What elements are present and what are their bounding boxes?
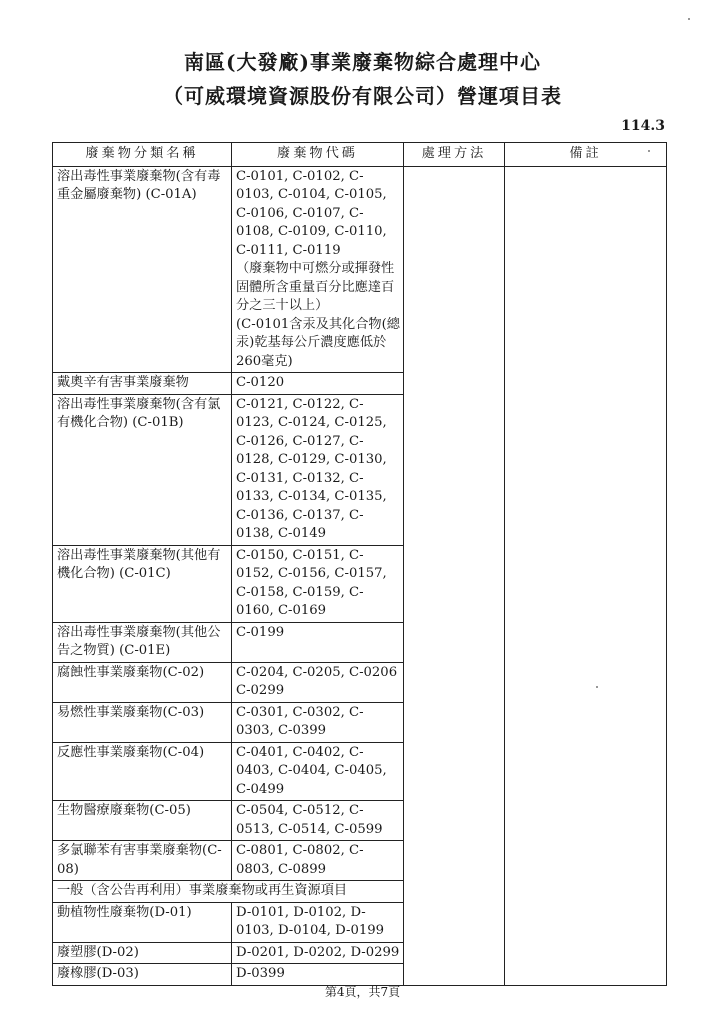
header-remarks: 備註 <box>505 143 667 167</box>
waste-code-cell: C-0120 <box>232 373 404 395</box>
page-title-line1: 南區(大發廠)事業廢棄物綜合處理中心 <box>184 50 541 74</box>
waste-category-cell: 易燃性事業廢棄物(C-03) <box>53 702 232 742</box>
page-title-line2: （可威環境資源股份有限公司）營運項目表 <box>163 84 562 108</box>
header-waste-code: 廢棄物代碼 <box>232 143 404 167</box>
header-waste-category: 廢棄物分類名稱 <box>53 143 232 167</box>
waste-category-cell: 反應性事業廢棄物(C-04) <box>53 742 232 801</box>
waste-category-cell: 廢橡膠(D-03) <box>53 964 232 986</box>
scan-speck <box>648 150 650 152</box>
operations-table <box>52 142 667 986</box>
scan-speck <box>688 18 690 20</box>
table-row <box>53 166 667 373</box>
waste-category-cell: 廢塑膠(D-02) <box>53 942 232 964</box>
waste-category-cell: 溶出毒性事業廢棄物(其他公告之物質) (C-01E) <box>53 622 232 662</box>
waste-code-cell: C-0401, C-0402, C-0403, C-0404, C-0405, C-0499 <box>232 742 404 801</box>
scan-speck <box>596 686 598 688</box>
waste-category-cell: 溶出毒性事業廢棄物(其他有機化合物) (C-01C) <box>53 545 232 622</box>
remarks-cell <box>505 166 667 986</box>
waste-code-cell: D-0399 <box>232 964 404 986</box>
waste-category-cell: 腐蝕性事業廢棄物(C-02) <box>53 662 232 702</box>
waste-code-cell: C-0199 <box>232 622 404 662</box>
waste-code-cell: C-0204, C-0205, C-0206 C-0299 <box>232 662 404 702</box>
waste-code-cell: D-0201, D-0202, D-0299 <box>232 942 404 964</box>
section-heading: 一般（含公告再利用）事業廢棄物或再生資源項目 <box>53 881 404 903</box>
waste-category-cell: 戴奧辛有害事業廢棄物 <box>53 373 232 395</box>
waste-category-cell: 動植物性廢棄物(D-01) <box>53 902 232 942</box>
waste-code-cell: C-0121, C-0122, C-0123, C-0124, C-0125, C-0126, C-0127, C-0128, C-0129, C-0130, C-0131, C-0132, C-0133, C-0134, C-0135, C-0136, C-0137, C-0138, C-0149 <box>232 394 404 545</box>
waste-code-cell: C-0504, C-0512, C-0513, C-0514, C-0599 <box>232 801 404 841</box>
waste-code-cell: C-0301, C-0302, C-0303, C-0399 <box>232 702 404 742</box>
waste-code-cell: C-0801, C-0802, C-0803, C-0899 <box>232 841 404 881</box>
waste-category-cell: 生物醫療廢棄物(C-05) <box>53 801 232 841</box>
waste-code-cell: C-0101, C-0102, C-0103, C-0104, C-0105, C-0106, C-0107, C-0108, C-0109, C-0110, C-0111, C-0119 （廢棄物中可燃分或揮發性固體所含重量百分比應達百分之三十以上） (C-0101含汞及其化合物(總汞)乾基每公斤濃度應低於260毫克) <box>232 166 404 373</box>
treatment-method-cell <box>404 166 505 986</box>
table-header-row <box>53 143 667 167</box>
waste-code-cell: C-0150, C-0151, C-0152, C-0156, C-0157, C-0158, C-0159, C-0160, C-0169 <box>232 545 404 622</box>
version-label: 114.3 <box>621 118 665 134</box>
waste-category-cell: 溶出毒性事業廢棄物(含有氯有機化合物) (C-01B) <box>53 394 232 545</box>
waste-code-cell: D-0101, D-0102, D-0103, D-0104, D-0199 <box>232 902 404 942</box>
header-treatment-method: 處理方法 <box>404 143 505 167</box>
waste-category-cell: 溶出毒性事業廢棄物(含有毒重金屬廢棄物) (C-01A) <box>53 166 232 373</box>
waste-category-cell: 多氯聯苯有害事業廢棄物(C-08) <box>53 841 232 881</box>
page-number: 第4頁，共7頁 <box>324 985 401 999</box>
